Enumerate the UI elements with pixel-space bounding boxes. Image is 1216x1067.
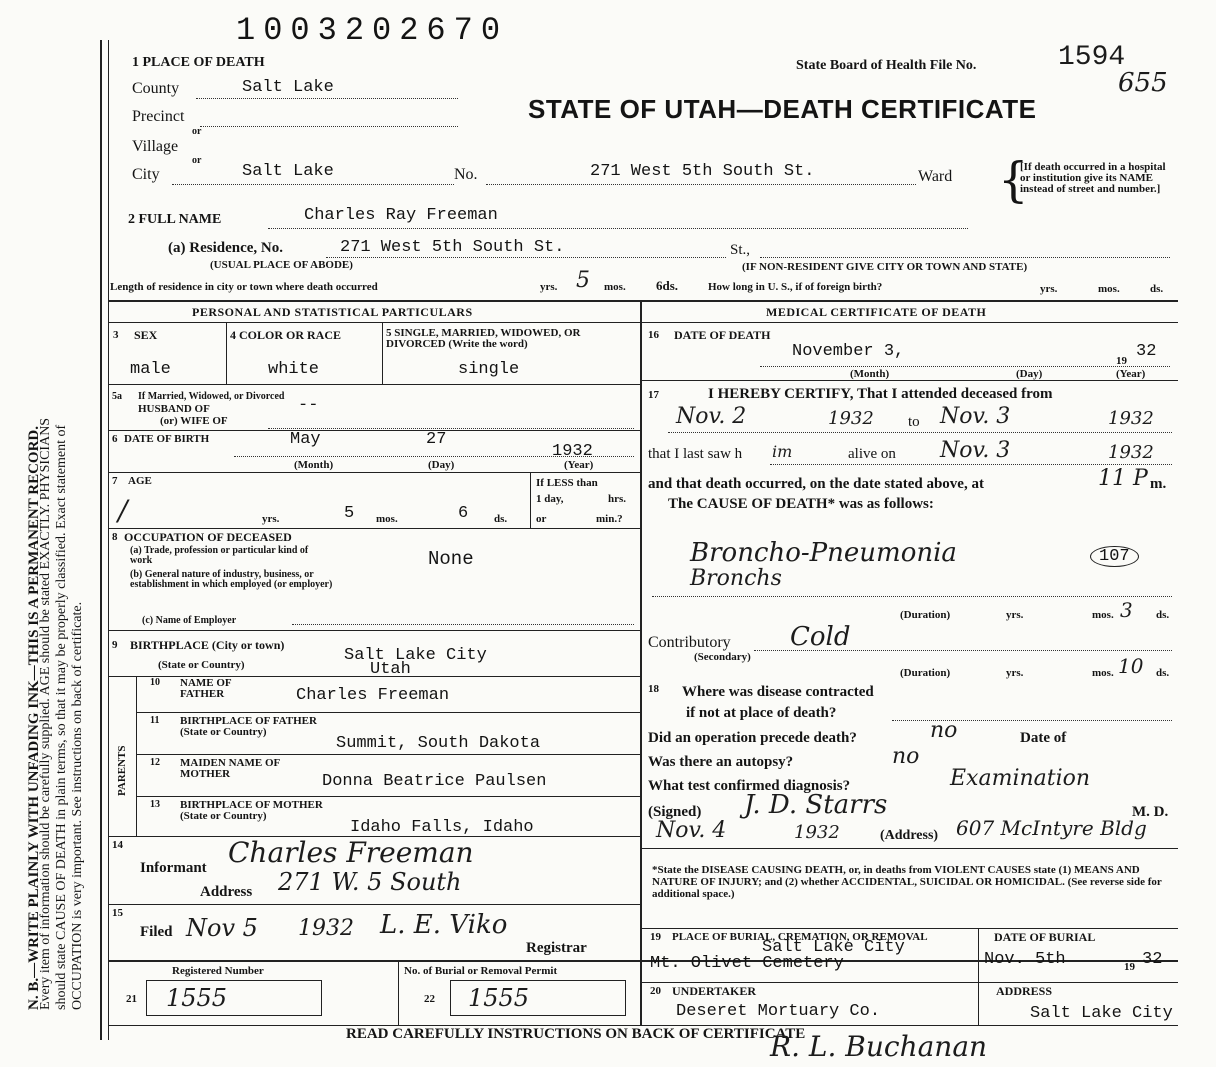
dod-value: November 3, — [792, 342, 905, 361]
length-mos: 5 — [576, 268, 590, 293]
rule-row-6 — [108, 472, 640, 473]
reg-num-no: 21 — [126, 993, 137, 1005]
reg-num: 1555 — [166, 984, 228, 1012]
rule-col-color — [382, 322, 383, 384]
file-no: 1594 — [1058, 42, 1126, 73]
precinct-label: Precinct — [132, 108, 185, 125]
dob-no: 6 — [112, 433, 118, 445]
brace-icon: { — [998, 152, 1029, 208]
dob-month-label: (Month) — [294, 459, 334, 471]
city-value: Salt Lake — [242, 162, 334, 181]
less-label-1: If LESS than — [536, 477, 598, 489]
father-name: Charles Freeman — [296, 686, 450, 705]
rule-row-5a — [108, 430, 640, 431]
residence-rule — [326, 257, 726, 258]
autopsy-value: no — [892, 744, 920, 769]
attended-to: Nov. 3 — [940, 404, 1011, 429]
birthplace-state: Utah — [370, 660, 411, 679]
side-note-permanent-record: N. B.—WRITE PLAINLY WITH UNFADING INK—THIS IS A PERMANENT RECORD. — [26, 426, 42, 1010]
dod-day-label: (Day) — [1016, 368, 1043, 380]
undertaker-no: 20 — [650, 985, 661, 997]
occ-b-label: (b) General nature of industry, business, or establishment in which employed (or employer) — [130, 569, 333, 590]
place-heading: 1 PLACE OF DEATH — [132, 55, 265, 70]
city-label: City — [132, 166, 160, 183]
mother-no: 12 — [150, 757, 160, 768]
occ-label: OCCUPATION OF DECEASED — [124, 530, 292, 544]
last-saw-pronoun: im — [772, 442, 793, 461]
address-rule — [486, 184, 916, 185]
age-label: AGE — [128, 475, 152, 487]
residence-label: (a) Residence, No. — [168, 240, 283, 256]
dob-year: 1932 — [552, 442, 593, 461]
occ-a-label: (a) Trade, profession or particular kind of work — [130, 545, 309, 566]
contrib-mos-label: mos. — [1092, 667, 1114, 679]
length-yrs-label: yrs. — [540, 281, 558, 293]
q18-no: 18 — [648, 683, 659, 695]
cause-duration-label: (Duration) — [900, 609, 951, 621]
md-label: M. D. — [1132, 804, 1169, 820]
secondary-label: (Secondary) — [694, 651, 751, 663]
mother-name: Donna Beatrice Paulsen — [322, 772, 547, 791]
date-of-label: Date of — [1020, 730, 1067, 746]
abode-label: (USUAL PLACE OF ABODE) — [210, 259, 353, 271]
side-note-line-2: Every item of information should be carefully supplied. AGE should be stated EXACTLY. PHYSICIANS — [38, 417, 53, 1010]
test-label: What test confirmed diagnosis? — [648, 778, 851, 794]
alive-rule — [770, 464, 1172, 465]
age-no: 7 — [112, 475, 118, 487]
dod-no: 16 — [648, 329, 659, 341]
file-no-hand: 655 — [1118, 68, 1168, 98]
burial-address-label: ADDRESS — [996, 984, 1053, 998]
filed-label: Filed — [140, 924, 173, 940]
length-label: Length of residence in city or town where death occurred — [110, 281, 378, 293]
rule-row-signed — [640, 848, 1178, 849]
physician-address: 607 McIntyre Bldg — [956, 816, 1147, 840]
cause-yrs-label: yrs. — [1006, 609, 1024, 621]
father-birthplace: Summit, South Dakota — [336, 734, 541, 753]
rule-burial-col — [978, 928, 979, 1025]
burial-permit-no: 22 — [424, 993, 435, 1005]
cause-mos-label: mos. — [1092, 609, 1114, 621]
spouse-rule — [268, 428, 634, 429]
dod-year: 32 — [1136, 342, 1157, 361]
rule-row-19 — [640, 982, 1178, 983]
mother-bp-no: 13 — [150, 799, 160, 810]
occurred-label: and that death occurred, on the date stated above, at — [648, 476, 984, 492]
burial-year: 32 — [1142, 950, 1163, 969]
rule-row-14 — [108, 904, 640, 905]
column-divider — [640, 300, 642, 1025]
rule-row-10 — [136, 712, 640, 713]
color-label: 4 COLOR OR RACE — [230, 328, 342, 342]
informant-no: 14 — [112, 839, 123, 851]
rule-row-8 — [108, 630, 640, 631]
attended-to-year: 1932 — [1108, 408, 1154, 429]
contrib-duration: 10 — [1118, 654, 1144, 678]
dob-rule — [234, 456, 634, 457]
ward-label: Ward — [918, 168, 953, 185]
city-rule — [172, 184, 454, 185]
signed-date: Nov. 4 — [656, 818, 727, 843]
physician-signature: J. D. Starrs — [744, 790, 888, 820]
occupation-value: None — [428, 548, 474, 570]
precinct-rule — [200, 126, 458, 127]
footer-signature: R. L. Buchanan — [770, 1030, 988, 1063]
cause-ds-label: ds. — [1156, 609, 1170, 621]
personal-heading: PERSONAL AND STATISTICAL PARTICULARS — [192, 305, 473, 319]
dod-month-label: (Month) — [850, 368, 890, 380]
birthplace-no: 9 — [112, 639, 118, 651]
footnote: *State the DISEASE CAUSING DEATH, or, in deaths from VIOLENT CAUSES state (1) MEANS AND NATURE OF INJURY; and (2) whether ACCIDENTAL, SUICIDAL OR HOMICIDAL. (See reverse side for additional space.) — [652, 864, 1162, 900]
registrar-signature: L. E. Viko — [380, 910, 508, 940]
burial-place-city: Salt Lake City — [762, 938, 905, 957]
burial-permit: 1555 — [468, 984, 530, 1012]
full-name: Charles Ray Freeman — [304, 206, 498, 225]
less-hrs: hrs. — [608, 493, 627, 505]
rule-col-less — [530, 472, 531, 528]
death-time: 11 P — [1098, 466, 1148, 491]
less-or: or — [536, 513, 547, 525]
registrar-label: Registrar — [526, 940, 587, 956]
informant-address: 271 W. 5 South — [278, 868, 462, 896]
sex-label: SEX — [134, 328, 158, 342]
side-note-line-3: should state CAUSE OF DEATH in plain terms, so that it may be properly classified. Exact statement of — [54, 424, 69, 1010]
cause-primary: Broncho-Pneumonia — [690, 538, 957, 568]
age-mos: 5 — [344, 504, 355, 523]
attended-from: Nov. 2 — [676, 404, 747, 429]
undertaker-label: UNDERTAKER — [672, 984, 757, 998]
burial-permit-label: No. of Burial or Removal Permit — [404, 965, 558, 977]
burial-address: Salt Lake City — [1030, 1004, 1173, 1023]
spouse-label-1: If Married, Widowed, or Divorced — [138, 391, 285, 402]
section-divider-top — [108, 300, 1178, 302]
dob-day-label: (Day) — [428, 459, 455, 471]
burial-date-label: DATE OF BURIAL — [994, 930, 1096, 944]
age-ds-label: ds. — [494, 513, 508, 525]
or-label-1: or — [192, 126, 202, 137]
left-border-inner — [108, 40, 109, 1040]
rule-row-16 — [640, 380, 1178, 381]
cause-secondary-line: Bronchs — [690, 566, 782, 591]
county-rule — [196, 98, 458, 99]
dob-month: May — [290, 430, 321, 449]
mother-bp-label: BIRTHPLACE OF MOTHER (State or Country) — [180, 799, 323, 822]
rule-row-7 — [108, 528, 640, 529]
st-label: St., — [730, 242, 751, 258]
cause-label: The CAUSE OF DEATH* was as follows: — [668, 496, 934, 512]
reg-num-label: Registered Number — [172, 965, 264, 977]
cause-rule — [652, 596, 1172, 597]
cause-code: 107 — [1090, 546, 1139, 567]
foreign-ds: ds. — [1150, 283, 1164, 295]
dod-label: DATE OF DEATH — [674, 328, 771, 342]
to-label: to — [908, 414, 920, 430]
where-label: Where was disease contracted — [682, 684, 874, 700]
last-saw-label: that I last saw h — [648, 446, 743, 462]
rule-row-11 — [136, 754, 640, 755]
mother-birthplace: Idaho Falls, Idaho — [350, 818, 534, 837]
father-bp-label: BIRTHPLACE OF FATHER (State or Country) — [180, 715, 317, 738]
left-border — [100, 40, 102, 1040]
village-label: Village — [132, 138, 179, 155]
dob-day: 27 — [426, 430, 447, 449]
death-address: 271 West 5th South St. — [590, 162, 815, 181]
medical-heading: MEDICAL CERTIFICATE OF DEATH — [766, 305, 987, 319]
undertaker: Deseret Mortuary Co. — [676, 1002, 881, 1021]
spouse-no: 5a — [112, 391, 122, 402]
autopsy-label: Was there an autopsy? — [648, 754, 794, 770]
informant-name: Charles Freeman — [228, 836, 474, 869]
signed-year: 1932 — [794, 822, 840, 843]
spouse-value: -- — [298, 396, 319, 415]
marital-label: 5 SINGLE, MARRIED, WIDOWED, OR DIVORCED (Write the word) — [386, 327, 581, 350]
length-ds: 6ds. — [656, 278, 679, 293]
spouse-label-3: (or) WIFE OF — [160, 415, 228, 427]
occ-c-label: (c) Name of Employer — [142, 615, 237, 626]
age-ds: 6 — [458, 504, 469, 523]
file-no-label: State Board of Health File No. — [796, 58, 977, 73]
full-name-label: 2 FULL NAME — [128, 212, 222, 227]
spouse-label-2: HUSBAND OF — [138, 403, 210, 415]
operation-label: Did an operation precede death? — [648, 730, 857, 746]
birthplace-city: Salt Lake City — [344, 646, 487, 665]
marital-value: single — [458, 360, 520, 379]
birthplace-label: BIRTHPLACE (City or town) — [130, 638, 285, 652]
cert-label: I HEREBY CERTIFY, That I attended deceased from — [708, 386, 1053, 402]
rule-row-12 — [136, 796, 640, 797]
age-mos-label: mos. — [376, 513, 398, 525]
m-label: m. — [1150, 476, 1167, 492]
birthplace-state-label: (State or Country) — [158, 659, 245, 671]
personal-heading-rule — [108, 322, 640, 323]
burial-place-no: 19 — [650, 931, 661, 943]
address-label: (Address) — [880, 828, 939, 843]
dob-label: DATE OF BIRTH — [124, 433, 210, 445]
contributory-label: Contributory — [648, 634, 731, 651]
test-value: Examination — [950, 766, 1091, 791]
county-value: Salt Lake — [242, 78, 334, 97]
burial-year-prefix: 19 — [1124, 961, 1135, 973]
rule-col-sex — [226, 322, 227, 384]
contributory-value: Cold — [790, 622, 851, 652]
length-mos-label: mos. — [604, 281, 626, 293]
occ-c-rule — [292, 624, 634, 625]
or-label-2: or — [192, 155, 202, 166]
rule-regnum-col — [398, 960, 399, 1025]
occ-no: 8 — [112, 531, 118, 543]
contrib-yrs-label: yrs. — [1006, 667, 1024, 679]
certificate-title: STATE OF UTAH—DEATH CERTIFICATE — [528, 94, 1037, 124]
burial-place-label: PLACE OF BURIAL, CREMATION, OR REMOVAL — [672, 931, 928, 943]
residence-value: 271 West 5th South St. — [340, 238, 565, 257]
alive-on-label: alive on — [848, 446, 896, 462]
nonresident-label: (IF NON-RESIDENT GIVE CITY OR TOWN AND STATE) — [742, 261, 1028, 273]
contrib-duration-label: (Duration) — [900, 667, 951, 679]
county-label: County — [132, 80, 180, 97]
father-bp-no: 11 — [150, 715, 160, 726]
attended-from-year: 1932 — [828, 408, 874, 429]
dod-rule — [760, 366, 1170, 367]
foreign-yrs: yrs. — [1040, 283, 1058, 295]
foreign-label: How long in U. S., if of foreign birth? — [708, 281, 883, 293]
st-rule — [760, 257, 1170, 258]
operation-value: no — [930, 718, 958, 743]
side-note-line-4: OCCUPATION is very important. See instructions on back of certificate. — [70, 601, 85, 1010]
father-no: 10 — [150, 677, 160, 688]
medical-heading-rule — [640, 322, 1178, 323]
informant-address-label: Address — [200, 884, 253, 900]
less-label-2: 1 day, — [536, 493, 564, 505]
sex-value: male — [130, 360, 171, 379]
alive-year: 1932 — [1108, 442, 1154, 463]
informant-label: Informant — [140, 860, 207, 876]
stamp-number: 1003202670 — [236, 12, 509, 49]
rule-row-footnote — [640, 928, 1178, 929]
sex-no: 3 — [113, 329, 119, 341]
foreign-mos: mos. — [1098, 283, 1120, 295]
instructions-footer: READ CAREFULLY INSTRUCTIONS ON BACK OF CERTIFICATE — [346, 1026, 806, 1042]
rule-row-3 — [108, 384, 640, 385]
dob-year-label: (Year) — [564, 459, 594, 471]
filed-date: Nov 5 — [186, 914, 258, 942]
attended-rule — [668, 432, 1172, 433]
less-min: min.? — [596, 513, 623, 525]
full-name-rule — [268, 228, 968, 229]
mother-label: MAIDEN NAME OF MOTHER — [180, 757, 280, 780]
contrib-ds-label: ds. — [1156, 667, 1170, 679]
where-label-2: if not at place of death? — [686, 705, 837, 721]
burial-date: Nov. 5th — [984, 950, 1066, 969]
street-no-label: No. — [454, 166, 478, 183]
age-yrs-label: yrs. — [262, 513, 280, 525]
filed-no: 15 — [112, 907, 123, 919]
filed-year: 1932 — [298, 916, 354, 941]
parents-label: PARENTS — [116, 745, 128, 796]
cause-duration: 3 — [1120, 598, 1133, 622]
burial-place: Mt. Olivet Cemetery — [650, 954, 844, 973]
alive-date: Nov. 3 — [940, 438, 1011, 463]
age-yrs: / — [118, 494, 128, 527]
hospital-note: [If death occurred in a hospital or institution give its NAME instead of street and number.] — [1020, 161, 1166, 195]
dod-year-prefix: 19 — [1116, 355, 1127, 367]
father-label: NAME OF FATHER — [180, 677, 232, 700]
signed-label: (Signed) — [648, 804, 702, 820]
contributory-rule — [754, 650, 1172, 651]
dod-year-label: (Year) — [1116, 368, 1146, 380]
rule-parents-col — [136, 676, 137, 836]
color-value: white — [268, 360, 320, 379]
cert-no: 17 — [648, 389, 659, 401]
